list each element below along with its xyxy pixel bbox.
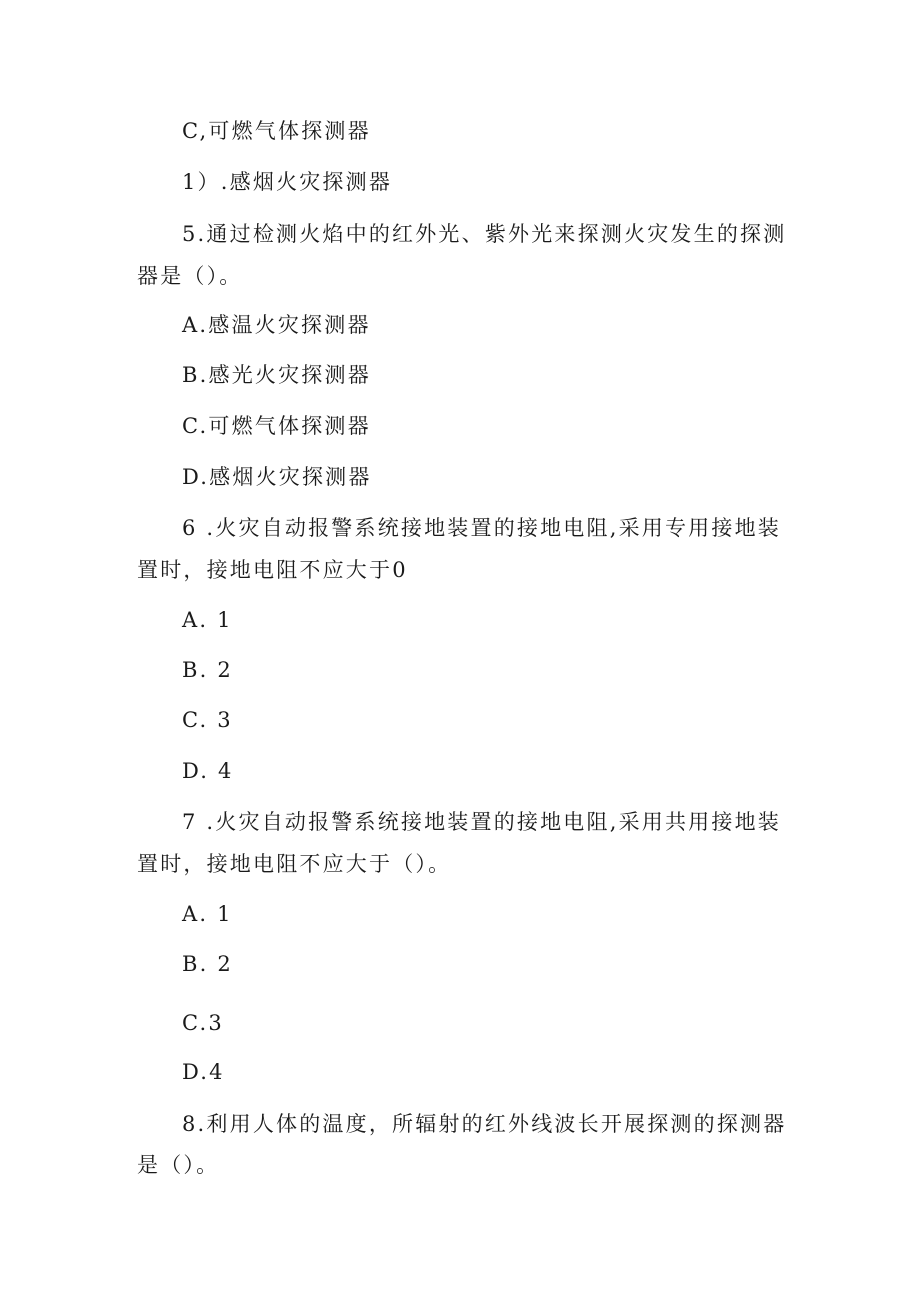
- question-8-line-1: 8.利用人体的温度，所辐射的红外线波长开展探测的探测器: [182, 1112, 787, 1136]
- question-8-line-2: 是（）。: [137, 1153, 220, 1177]
- option-a: A.感温火灾探测器: [182, 313, 371, 337]
- question-7-line-1: 7 .火灾自动报警系统接地装置的接地电阻,采用共用接地装: [182, 810, 781, 834]
- option-d: D.感烟火灾探测器: [182, 465, 372, 489]
- question-7-line-2: 置时，接地电阻不应大于（）。: [137, 852, 452, 876]
- option-b: B. 2: [182, 952, 233, 976]
- question-5-line-2: 器是（）。: [137, 264, 243, 288]
- option-c: C. 3: [182, 708, 233, 732]
- option-b: B.感光火灾探测器: [182, 363, 371, 387]
- question-5-line-1: 5.通过检测火焰中的红外光、紫外光来探测火灾发生的探测: [182, 222, 787, 246]
- text-line: 1）.感烟火灾探测器: [182, 170, 393, 194]
- option-c: C.可燃气体探测器: [182, 414, 371, 438]
- option-a: A. 1: [182, 902, 233, 926]
- question-6-line-1: 6 .火灾自动报警系统接地装置的接地电阻,采用专用接地装: [182, 516, 781, 540]
- text-line: C,可燃气体探测器: [182, 119, 371, 143]
- option-c: C.3: [182, 1011, 224, 1035]
- option-a: A. 1: [182, 608, 233, 632]
- option-d: D.4: [182, 1060, 225, 1084]
- option-b: B. 2: [182, 658, 233, 682]
- question-6-line-2: 置时，接地电阻不应大于0: [137, 558, 408, 582]
- option-d: D. 4: [182, 759, 234, 783]
